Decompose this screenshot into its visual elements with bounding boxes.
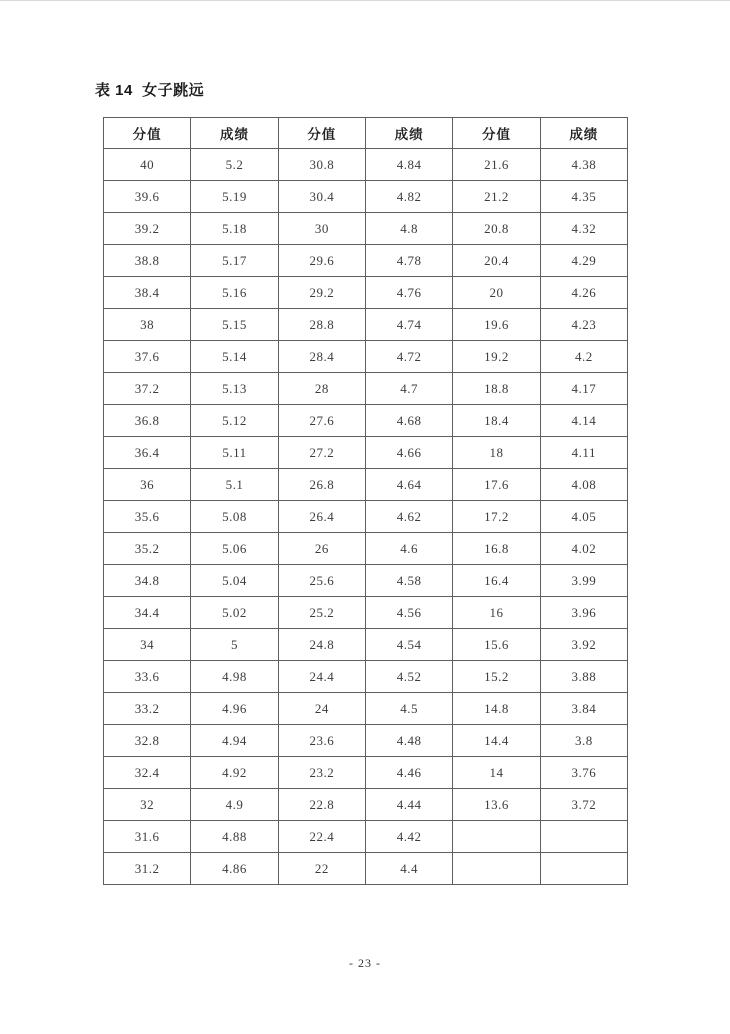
table-row (104, 405, 628, 437)
table-cell: 4.76 (365, 277, 452, 309)
table-cell: 38 (104, 309, 191, 341)
table-cell: 37.6 (104, 341, 191, 373)
table-row (104, 245, 628, 277)
table-cell: 32.4 (104, 757, 191, 789)
table-cell: 4.86 (191, 853, 278, 885)
table-title: 表 14 女子跳远 (95, 82, 205, 99)
table-cell: 4.38 (540, 149, 627, 181)
page-number: - 23 - (349, 956, 381, 970)
table-cell: 3.96 (540, 597, 627, 629)
table-cell: 4.5 (365, 693, 452, 725)
table-cell: 4.17 (540, 373, 627, 405)
table-cell: 5.14 (191, 341, 278, 373)
table-cell: 19.6 (453, 309, 540, 341)
table-cell: 30 (278, 213, 365, 245)
table-row (104, 565, 628, 597)
table-cell: 27.6 (278, 405, 365, 437)
table-cell: 3.88 (540, 661, 627, 693)
table-cell: 5.11 (191, 437, 278, 469)
table-row (104, 725, 628, 757)
table-cell: 4.88 (191, 821, 278, 853)
table-cell: 5.19 (191, 181, 278, 213)
table-cell: 4.52 (365, 661, 452, 693)
table-cell: 3.72 (540, 789, 627, 821)
table-cell: 5.12 (191, 405, 278, 437)
table-cell: 3.8 (540, 725, 627, 757)
table-cell: 25.6 (278, 565, 365, 597)
table-cell: 31.2 (104, 853, 191, 885)
table-cell: 29.2 (278, 277, 365, 309)
table-cell (540, 821, 627, 853)
table-cell: 31.6 (104, 821, 191, 853)
table-cell: 4.6 (365, 533, 452, 565)
table-cell: 39.2 (104, 213, 191, 245)
table-row (104, 501, 628, 533)
table-row (104, 469, 628, 501)
table-cell: 4.62 (365, 501, 452, 533)
table-cell: 5.16 (191, 277, 278, 309)
table-cell: 18 (453, 437, 540, 469)
table-cell: 23.2 (278, 757, 365, 789)
table-cell: 4.8 (365, 213, 452, 245)
table-row (104, 181, 628, 213)
table-row (104, 853, 628, 885)
table-cell: 4.56 (365, 597, 452, 629)
table-cell: 4.05 (540, 501, 627, 533)
table-cell: 4.23 (540, 309, 627, 341)
table-cell: 28.8 (278, 309, 365, 341)
table-cell: 4.48 (365, 725, 452, 757)
table-cell: 22.8 (278, 789, 365, 821)
column-header: 分值 (104, 118, 191, 149)
table-cell: 14.8 (453, 693, 540, 725)
table-cell: 33.6 (104, 661, 191, 693)
table-cell: 21.2 (453, 181, 540, 213)
column-header: 成绩 (365, 118, 452, 149)
table-row (104, 661, 628, 693)
table-cell: 15.2 (453, 661, 540, 693)
table-cell: 18.8 (453, 373, 540, 405)
table-cell: 4.4 (365, 853, 452, 885)
table-row (104, 597, 628, 629)
table-body (104, 149, 628, 885)
table-cell: 5.17 (191, 245, 278, 277)
table-cell: 4.58 (365, 565, 452, 597)
table-cell: 24.4 (278, 661, 365, 693)
table-cell: 26 (278, 533, 365, 565)
table-cell: 4.96 (191, 693, 278, 725)
table-cell: 17.2 (453, 501, 540, 533)
table-cell: 4.44 (365, 789, 452, 821)
table-cell: 4.9 (191, 789, 278, 821)
score-table (103, 117, 628, 885)
table-row (104, 789, 628, 821)
table-cell: 5.08 (191, 501, 278, 533)
table-cell: 18.4 (453, 405, 540, 437)
table-cell: 5.06 (191, 533, 278, 565)
table-row (104, 821, 628, 853)
table-cell: 5.13 (191, 373, 278, 405)
table-row (104, 757, 628, 789)
table-cell: 35.2 (104, 533, 191, 565)
column-header: 成绩 (540, 118, 627, 149)
table-cell: 28 (278, 373, 365, 405)
table-cell: 4.74 (365, 309, 452, 341)
table-cell: 15.6 (453, 629, 540, 661)
table-cell: 34 (104, 629, 191, 661)
table-cell: 4.98 (191, 661, 278, 693)
table-cell (540, 853, 627, 885)
table-row (104, 213, 628, 245)
table-cell: 19.2 (453, 341, 540, 373)
table-cell: 26.4 (278, 501, 365, 533)
table-cell: 3.84 (540, 693, 627, 725)
table-row (104, 629, 628, 661)
table-row (104, 437, 628, 469)
table-cell: 38.8 (104, 245, 191, 277)
table-cell: 4.68 (365, 405, 452, 437)
column-header: 分值 (278, 118, 365, 149)
table-cell: 29.6 (278, 245, 365, 277)
table-cell: 20.8 (453, 213, 540, 245)
table-cell: 36.8 (104, 405, 191, 437)
table-cell: 27.2 (278, 437, 365, 469)
table-cell: 14.4 (453, 725, 540, 757)
table-cell: 4.29 (540, 245, 627, 277)
table-cell: 17.6 (453, 469, 540, 501)
table-cell: 13.6 (453, 789, 540, 821)
table-cell: 4.14 (540, 405, 627, 437)
table-cell: 16 (453, 597, 540, 629)
table-cell: 16.8 (453, 533, 540, 565)
table-cell: 40 (104, 149, 191, 181)
table-cell: 36 (104, 469, 191, 501)
table-cell: 4.02 (540, 533, 627, 565)
table-row (104, 373, 628, 405)
table-cell: 16.4 (453, 565, 540, 597)
table-cell: 4.08 (540, 469, 627, 501)
table-cell: 3.76 (540, 757, 627, 789)
table-cell: 35.6 (104, 501, 191, 533)
table-cell: 5.18 (191, 213, 278, 245)
table-cell: 24 (278, 693, 365, 725)
table-cell: 22 (278, 853, 365, 885)
table-cell: 4.84 (365, 149, 452, 181)
table-cell: 3.99 (540, 565, 627, 597)
table-header (104, 118, 628, 149)
table-cell: 5.04 (191, 565, 278, 597)
table-cell: 4.26 (540, 277, 627, 309)
column-header: 分值 (453, 118, 540, 149)
table-cell: 5.1 (191, 469, 278, 501)
table-row (104, 533, 628, 565)
table-cell: 26.8 (278, 469, 365, 501)
table-cell: 28.4 (278, 341, 365, 373)
table-cell (453, 853, 540, 885)
table-cell: 39.6 (104, 181, 191, 213)
table-cell: 20 (453, 277, 540, 309)
table-cell: 4.35 (540, 181, 627, 213)
table-cell (453, 821, 540, 853)
table-cell: 3.92 (540, 629, 627, 661)
table-cell: 4.7 (365, 373, 452, 405)
table-cell: 4.72 (365, 341, 452, 373)
header-row (104, 118, 628, 149)
table-cell: 4.82 (365, 181, 452, 213)
table-cell: 4.2 (540, 341, 627, 373)
table-cell: 34.8 (104, 565, 191, 597)
table-row (104, 341, 628, 373)
column-header: 成绩 (191, 118, 278, 149)
table-cell: 24.8 (278, 629, 365, 661)
table-cell: 5 (191, 629, 278, 661)
table-cell: 37.2 (104, 373, 191, 405)
table-cell: 4.92 (191, 757, 278, 789)
table-row (104, 149, 628, 181)
table-cell: 4.78 (365, 245, 452, 277)
page-top-edge (0, 0, 730, 1)
table-cell: 5.15 (191, 309, 278, 341)
table-cell: 30.4 (278, 181, 365, 213)
table-row (104, 693, 628, 725)
table-cell: 32.8 (104, 725, 191, 757)
table-row (104, 277, 628, 309)
table-cell: 4.46 (365, 757, 452, 789)
table-cell: 4.42 (365, 821, 452, 853)
table-cell: 5.02 (191, 597, 278, 629)
table-cell: 30.8 (278, 149, 365, 181)
table-cell: 33.2 (104, 693, 191, 725)
table-cell: 5.2 (191, 149, 278, 181)
table-cell: 4.64 (365, 469, 452, 501)
table-cell: 4.32 (540, 213, 627, 245)
table-cell: 20.4 (453, 245, 540, 277)
table-cell: 14 (453, 757, 540, 789)
table-cell: 4.54 (365, 629, 452, 661)
table-cell: 23.6 (278, 725, 365, 757)
table-cell: 25.2 (278, 597, 365, 629)
table-cell: 4.11 (540, 437, 627, 469)
table-cell: 22.4 (278, 821, 365, 853)
table-cell: 36.4 (104, 437, 191, 469)
table-cell: 32 (104, 789, 191, 821)
table-cell: 38.4 (104, 277, 191, 309)
table-row (104, 309, 628, 341)
table-cell: 34.4 (104, 597, 191, 629)
table-cell: 21.6 (453, 149, 540, 181)
table-cell: 4.94 (191, 725, 278, 757)
table-cell: 4.66 (365, 437, 452, 469)
